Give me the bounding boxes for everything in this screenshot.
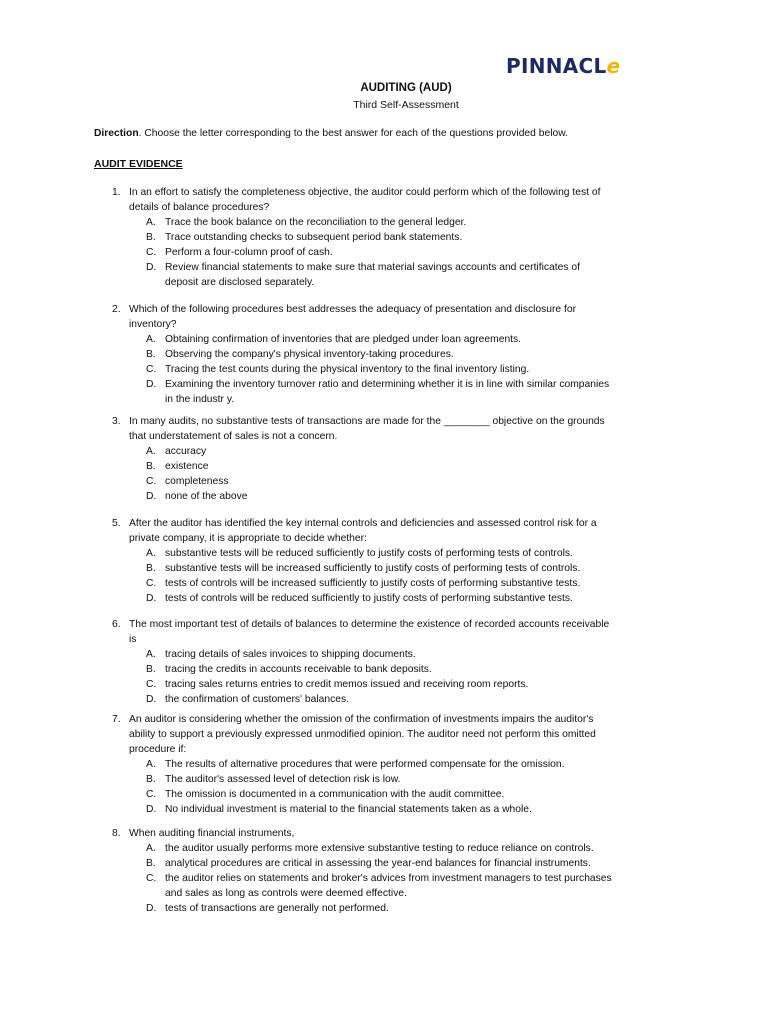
option [146,546,612,561]
question [112,516,612,606]
option-list [146,332,612,407]
option [146,662,612,677]
option-letter: D. [146,491,157,502]
question-number: 6. [112,619,121,630]
question-stem: In an effort to satisfy the completeness objective, the auditor could perform which of the following test of details of balance procedures? [129,187,601,213]
question [112,617,612,707]
question-number: 2. [112,304,121,315]
option [146,260,612,290]
option [146,692,612,707]
option-text: tests of transactions are generally not performed. [165,903,389,914]
option [146,245,612,260]
option-letter: C. [146,679,157,690]
question-stem: The most important test of details of balances to determine the existence of recorded accounts receivable is [129,619,610,645]
logo-accent-letter: e [606,54,621,78]
option-text: substantive tests will be reduced sufficiently to justify costs of performing tests of controls. [165,548,573,559]
document-subtitle: Third Self-Assessment [353,99,459,111]
option-letter: B. [146,774,156,785]
option [146,576,612,591]
option [146,841,612,856]
option-text: No individual investment is material to the financial statements taken as a whole. [165,804,532,815]
question-number: 8. [112,828,121,839]
option-letter: A. [146,446,156,457]
option-text: Tracing the test counts during the physical inventory to the final inventory listing. [165,364,530,375]
option-text: Review financial statements to make sure that material savings accounts and certificates of deposit are disclosed separately. [165,262,580,288]
pinnacle-logo [506,54,620,78]
direction-body: . Choose the letter corresponding to the best answer for each of the questions provided below. [138,128,568,139]
option-text: tracing sales returns entries to credit memos issued and receiving room reports. [165,679,529,690]
option [146,347,612,362]
option [146,772,612,787]
option-text: Perform a four-column proof of cash. [165,247,333,258]
option-text: the confirmation of customers' balances. [165,694,349,705]
option-text: Observing the company's physical inventory-taking procedures. [165,349,454,360]
option-text: tests of controls will be reduced sufficiently to justify costs of performing substantive tests. [165,593,573,604]
option-letter: D. [146,903,157,914]
question [112,302,612,407]
option [146,591,612,606]
option-text: The results of alternative procedures that were performed compensate for the omission. [165,759,565,770]
option-letter: B. [146,563,156,574]
option-text: tracing the credits in accounts receivable to bank deposits. [165,664,432,675]
option-list [146,757,612,817]
option-letter: B. [146,664,156,675]
option-letter: C. [146,873,157,884]
option-text: existence [165,461,209,472]
option-letter: A. [146,843,156,854]
direction-text [94,128,714,139]
option [146,377,612,407]
option [146,901,612,916]
option [146,647,612,662]
option-letter: D. [146,593,157,604]
option-letter: D. [146,694,157,705]
option-letter: B. [146,461,156,472]
option-letter: B. [146,349,156,360]
option-letter: A. [146,649,156,660]
option [146,444,612,459]
option [146,215,612,230]
option [146,561,612,576]
option-text: analytical procedures are critical in assessing the year-end balances for financial instruments. [165,858,591,869]
option [146,489,612,504]
logo-text: PINNACL [506,54,607,78]
option-letter: C. [146,247,157,258]
option-letter: C. [146,789,157,800]
option-letter: D. [146,804,157,815]
option-text: substantive tests will be increased sufficiently to justify costs of performing tests of controls. [165,563,581,574]
option-text: tracing details of sales invoices to shipping documents. [165,649,416,660]
option-text: none of the above [165,491,248,502]
option-text: accuracy [165,446,207,457]
option-text: Trace outstanding checks to subsequent period bank statements. [165,232,463,243]
option-list [146,215,612,290]
option-letter: C. [146,364,157,375]
question-number: 1. [112,187,121,198]
option-text: the auditor relies on statements and broker's advices from investment managers to test purchases and sales as long as controls were deemed effective. [165,873,612,899]
question [112,826,612,916]
question-number: 3. [112,416,121,427]
option-letter: A. [146,548,156,559]
option-letter: B. [146,232,156,243]
option [146,757,612,772]
option-list [146,546,612,606]
option-letter: C. [146,476,157,487]
question-stem: An auditor is considering whether the omission of the confirmation of investments impairs the auditor's ability to support a previously expressed unmodified opinion. The auditor need not perform this omitted procedure if: [129,714,596,755]
question-stem: After the auditor has identified the key internal controls and deficiencies and assessed control risk for a private company, it is appropriate to decide whether: [129,518,597,544]
option [146,802,612,817]
option-letter: A. [146,217,156,228]
option-letter: B. [146,858,156,869]
option-list [146,444,612,504]
option [146,332,612,347]
option [146,856,612,871]
question-stem: In many audits, no substantive tests of transactions are made for the ________ objective on the grounds that understatement of sales is not a concern. [129,416,605,442]
section-title: AUDIT EVIDENCE [94,158,183,170]
option [146,677,612,692]
option-text: tests of controls will be increased sufficiently to justify costs of performing substantive tests. [165,578,581,589]
option-text: completeness [165,476,229,487]
option-letter: A. [146,334,156,345]
question [112,185,612,290]
option-text: Trace the book balance on the reconciliation to the general ledger. [165,217,467,228]
option-text: Obtaining confirmation of inventories that are pledged under loan agreements. [165,334,522,345]
option-text: The omission is documented in a communication with the audit committee. [165,789,505,800]
option-text: the auditor usually performs more extensive substantive testing to reduce reliance on controls. [165,843,594,854]
option [146,787,612,802]
option [146,474,612,489]
option [146,871,612,901]
option-list [146,647,612,707]
document-title: AUDITING (AUD) [360,82,452,94]
option [146,230,612,245]
question-stem: Which of the following procedures best addresses the adequacy of presentation and disclosure for inventory? [129,304,577,330]
question-number: 7. [112,714,121,725]
option-text: Examining the inventory turnover ratio and determining whether it is in line with similar companies in the industr y. [165,379,610,405]
option-letter: D. [146,262,157,273]
question-stem: When auditing financial instruments, [129,828,295,839]
question [112,414,612,504]
question [112,712,612,817]
question-number: 5. [112,518,121,529]
option-letter: D. [146,379,157,390]
option-list [146,841,612,916]
option-letter: C. [146,578,157,589]
option [146,459,612,474]
option [146,362,612,377]
option-letter: A. [146,759,156,770]
option-text: The auditor's assessed level of detection risk is low. [165,774,401,785]
direction-label: Direction [94,128,139,139]
